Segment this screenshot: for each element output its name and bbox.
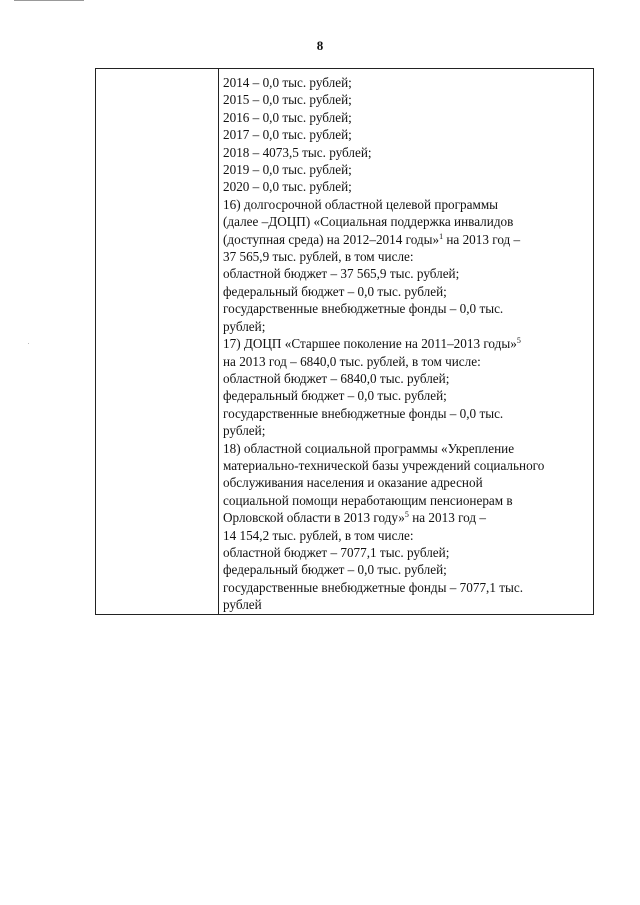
text-line bbox=[223, 248, 587, 265]
line-text: рублей bbox=[223, 597, 262, 613]
line-text: материально-технической базы учреждений социального bbox=[223, 457, 545, 473]
line-text: 17) ДОЦП «Старшее поколение на 2011–2013 годы» bbox=[223, 336, 517, 352]
line-text: государственные внебюджетные фонды – 0,0 тыс. bbox=[223, 301, 504, 317]
line-text: областной бюджет – 7077,1 тыс. рублей; bbox=[223, 544, 450, 560]
text-line bbox=[223, 596, 587, 613]
line-text: областной бюджет – 37 565,9 тыс. рублей; bbox=[223, 266, 460, 282]
line-text: (далее –ДОЦП) «Социальная поддержка инвалидов bbox=[223, 214, 514, 230]
text-line bbox=[223, 91, 587, 108]
text-line bbox=[223, 74, 587, 91]
text-line bbox=[223, 318, 587, 335]
line-text: рублей; bbox=[223, 423, 266, 439]
line-text: Орловской области в 2013 году» bbox=[223, 510, 405, 526]
line-text: федеральный бюджет – 0,0 тыс. рублей; bbox=[223, 562, 447, 578]
line-text: областной бюджет – 6840,0 тыс. рублей; bbox=[223, 370, 450, 386]
scan-edge-mark bbox=[14, 0, 84, 1]
page-number: 8 bbox=[316, 38, 324, 53]
text-line bbox=[223, 109, 587, 126]
text-line bbox=[223, 387, 587, 404]
table-right-cell bbox=[219, 69, 593, 614]
document-table bbox=[95, 68, 594, 615]
line-text: 37 565,9 тыс. рублей, в том числе: bbox=[223, 249, 414, 265]
text-line bbox=[223, 126, 587, 143]
text-line bbox=[223, 300, 587, 317]
text-line bbox=[223, 509, 587, 526]
line-text: федеральный бюджет – 0,0 тыс. рублей; bbox=[223, 388, 447, 404]
text-line bbox=[223, 265, 587, 282]
line-text: (доступная среда) на 2012–2014 годы» bbox=[223, 231, 440, 247]
line-text: на 2013 год – 6840,0 тыс. рублей, в том числе: bbox=[223, 353, 481, 369]
line-text: 2017 – 0,0 тыс. рублей; bbox=[223, 127, 352, 143]
footnote-marker: 1 bbox=[439, 231, 444, 241]
scan-dot bbox=[28, 343, 29, 344]
text-line bbox=[223, 527, 587, 544]
text-line bbox=[223, 178, 587, 195]
line-text: 2019 – 0,0 тыс. рублей; bbox=[223, 162, 352, 178]
line-text: федеральный бюджет – 0,0 тыс. рублей; bbox=[223, 283, 447, 299]
text-line bbox=[223, 283, 587, 300]
line-text: 2020 – 0,0 тыс. рублей; bbox=[223, 179, 352, 195]
line-text: обслуживания населения и оказание адресной bbox=[223, 475, 483, 491]
line-text: 2014 – 0,0 тыс. рублей; bbox=[223, 75, 352, 90]
text-line bbox=[223, 161, 587, 178]
line-text: 2018 – 4073,5 тыс. рублей; bbox=[223, 144, 372, 160]
line-text: 18) областной социальной программы «Укрепление bbox=[223, 440, 515, 456]
line-text: 16) долгосрочной областной целевой программы bbox=[223, 196, 499, 212]
text-line bbox=[223, 370, 587, 387]
line-text-continuation: на 2013 год – bbox=[408, 510, 486, 526]
line-text: 2015 – 0,0 тыс. рублей; bbox=[223, 92, 352, 108]
text-line bbox=[223, 440, 587, 457]
text-line bbox=[223, 335, 587, 352]
text-line bbox=[223, 405, 587, 422]
line-text: 14 154,2 тыс. рублей, в том числе: bbox=[223, 527, 414, 543]
line-text: государственные внебюджетные фонды – 0,0 тыс. bbox=[223, 405, 504, 421]
text-line bbox=[223, 231, 587, 248]
text-line bbox=[223, 544, 587, 561]
text-line bbox=[223, 492, 587, 509]
table-left-cell bbox=[96, 69, 219, 614]
text-line bbox=[223, 457, 587, 474]
line-text: социальной помощи неработающим пенсионерам в bbox=[223, 492, 513, 508]
text-line bbox=[223, 353, 587, 370]
line-text-continuation: на 2013 год – bbox=[443, 231, 521, 247]
text-line bbox=[223, 213, 587, 230]
text-line bbox=[223, 561, 587, 578]
text-line bbox=[223, 474, 587, 491]
text-line bbox=[223, 579, 587, 596]
text-line bbox=[223, 422, 587, 439]
text-line bbox=[223, 144, 587, 161]
line-text: рублей; bbox=[223, 318, 266, 334]
footnote-marker: 5 bbox=[516, 336, 521, 346]
text-line bbox=[223, 196, 587, 213]
line-text: 2016 – 0,0 тыс. рублей; bbox=[223, 109, 352, 125]
footnote-marker: 5 bbox=[404, 510, 409, 520]
line-text: государственные внебюджетные фонды – 7077,1 тыс. bbox=[223, 579, 523, 595]
